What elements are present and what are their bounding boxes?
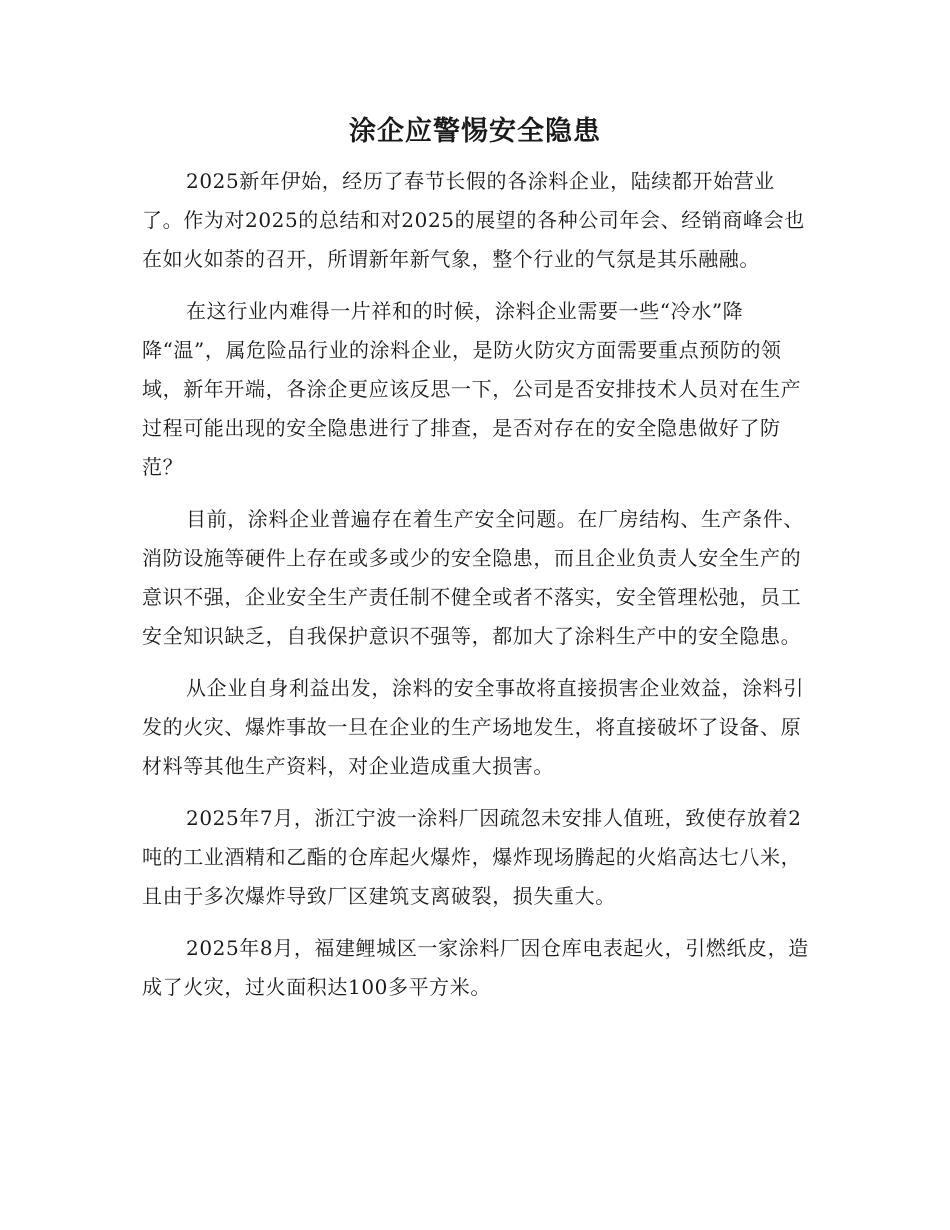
- paragraph-enterprise-interest: 从企业自身利益出发，涂料的安全事故将直接损害企业效益，涂料引发的火灾、爆炸事故一旦在企业的生产场地发生，将直接破坏了设备、原材料等其他生产资料，对企业造成重大损害。: [142, 676, 804, 778]
- paragraph-ningbo-case: 2025年7月，浙江宁波一涂料厂因疏忽未安排人值班，致使存放着2吨的工业酒精和乙酯的仓库起火爆炸，爆炸现场腾起的火焰高达七八米，且由于多次爆炸导致厂区建筑支离破裂，损失重大。: [142, 806, 802, 908]
- paragraph-current-problems: 目前，涂料企业普遍存在着生产安全问题。在厂房结构、生产条件、消防设施等硬件上存在或多或少的安全隐患，而且企业负责人安全生产的意识不强，企业安全生产责任制不健全或者不落实，安全管理松弛，员工安全知识缺乏，自我保护意识不强等，都加大了涂料生产中的安全隐患。: [142, 507, 804, 648]
- document-title: 涂企应警惕安全隐患: [349, 116, 601, 147]
- paragraph-new-year: 2025新年伊始，经历了春节长假的各涂料企业，陆续都开始营业了。作为对2025的总结和对2025的展望的各种公司年会、经销商峰会也在如火如荼的召开，所谓新年新气象，整个行业的气氛是其乐融融。: [142, 169, 805, 271]
- paragraph-licheng-case: 2025年8月，福建鲤城区一家涂料厂因仓库电表起火，引燃纸皮，造成了火灾，过火面积达100多平方米。: [142, 936, 809, 999]
- document-body: [142, 162, 810, 1007]
- paragraph-cold-water: 在这行业内难得一片祥和的时候，涂料企业需要一些“冷水”降降“温”，属危险品行业的涂料企业，是防火防灾方面需要重点预防的领域，新年开端，各涂企更应该反思一下，公司是否安排技术人员对在生产过程可能出现的安全隐患进行了排查，是否对存在的安全隐患做好了防范？: [142, 299, 802, 479]
